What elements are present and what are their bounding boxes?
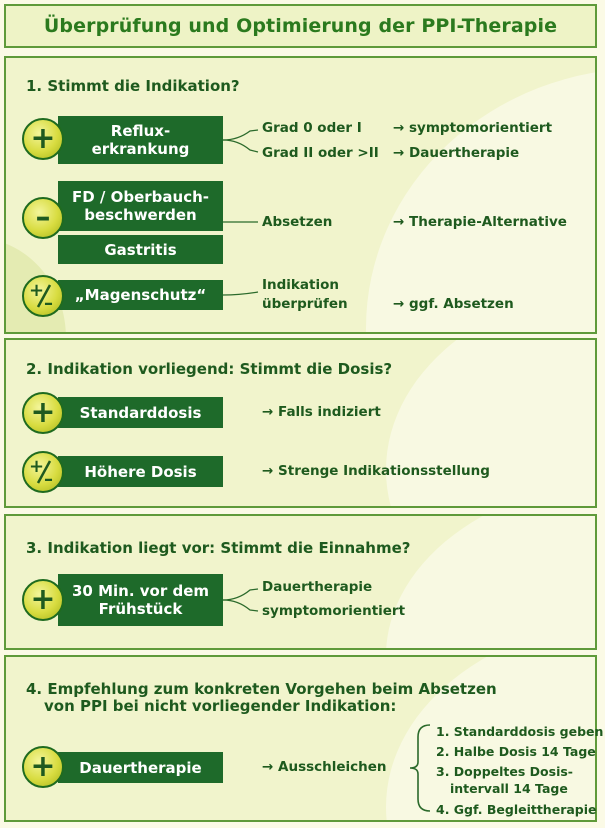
absetzen-text: Absetzen [262,214,333,230]
connector-line [223,130,258,140]
svg-text:+: + [29,456,45,477]
dauertherapie-box [58,752,223,783]
arrow-ggf-absetzen: → ggf. Absetzen [393,296,514,312]
connector-line [223,292,258,295]
gastritis-label: Gastritis [104,240,177,259]
step-3a: 3. Doppeltes Dosis- [436,764,573,779]
magenschutz-label: „Magenschutz“ [74,286,207,304]
connector-line [223,589,258,600]
einnahme-line-2: Frühstück [98,600,183,618]
connector-line [223,140,258,152]
grade-low-text: Grad 0 oder I [262,120,362,136]
brace [410,725,430,811]
step-4: 4. Ggf. Begleittherapie [436,802,597,817]
section-1-heading: 1. Stimmt die Indikation? [26,77,240,95]
arrow-dauertherapie: → Dauertherapie [393,145,520,161]
einnahme-line-1: 30 Min. vor dem [71,582,209,600]
gastritis-box [58,235,223,264]
section-2-heading: 2. Indikation vorliegend: Stimmt die Dosis? [26,360,393,378]
hoehere-dosis-label: Höhere Dosis [84,462,197,481]
step-2: 2. Halbe Dosis 14 Tage [436,744,596,759]
plus-icon: + [22,579,64,621]
option-dauertherapie: Dauertherapie [262,579,373,595]
dauertherapie-label: Dauertherapie [79,758,202,777]
plus-icon: + [22,746,64,788]
indikation-line-1: Indikation [262,277,339,293]
standarddosis-label: Standarddosis [79,403,202,422]
fd-line-2: beschwerden [84,206,197,224]
option-symptomorientiert: symptomorientiert [262,603,406,619]
arrow-strenge-indikation: → Strenge Indikationsstellung [262,463,490,479]
arrow-ausschleichen: → Ausschleichen [262,759,387,775]
plus-minus-glyph [24,277,62,315]
plus-minus-glyph [24,453,62,491]
hoehere-dosis-box [58,456,223,487]
arrow-falls-indiziert: → Falls indiziert [262,404,381,420]
section-4-heading-line-1: 4. Empfehlung zum konkreten Vorgehen beim Absetzen [26,680,497,698]
einnahme-box [58,574,223,626]
plus-minus-icon [22,451,64,493]
page-title: Überprüfung und Optimierung der PPI-Therapie [43,15,558,37]
step-3b: intervall 14 Tage [450,781,568,796]
reflux-box [58,116,223,164]
fd-box [58,181,223,231]
plus-icon: + [22,392,64,434]
section-4-heading-line-2: von PPI bei nicht vorliegender Indikation: [44,697,397,715]
svg-text:+: + [29,280,45,301]
plus-icon: + [22,118,64,160]
step-1: 1. Standarddosis geben [436,724,604,739]
grade-high-text: Grad II oder >II [262,145,379,161]
svg-text:–: – [44,293,53,314]
arrow-therapie-alternative: → Therapie-Alternative [393,214,567,230]
reflux-line-2: erkrankung [91,140,190,158]
indikation-line-2: überprüfen [262,296,348,312]
plus-minus-icon [22,275,64,317]
magenschutz-box [58,280,223,310]
standarddosis-box [58,397,223,428]
fd-line-1: FD / Oberbauch- [71,188,209,206]
minus-icon: – [22,197,64,239]
reflux-line-1: Reflux- [110,122,171,140]
connector-line [223,600,258,611]
section-3-heading: 3. Indikation liegt vor: Stimmt die Einnahme? [26,539,411,557]
svg-text:–: – [44,469,53,490]
arrow-symptomorientiert: → symptomorientiert [393,120,553,136]
